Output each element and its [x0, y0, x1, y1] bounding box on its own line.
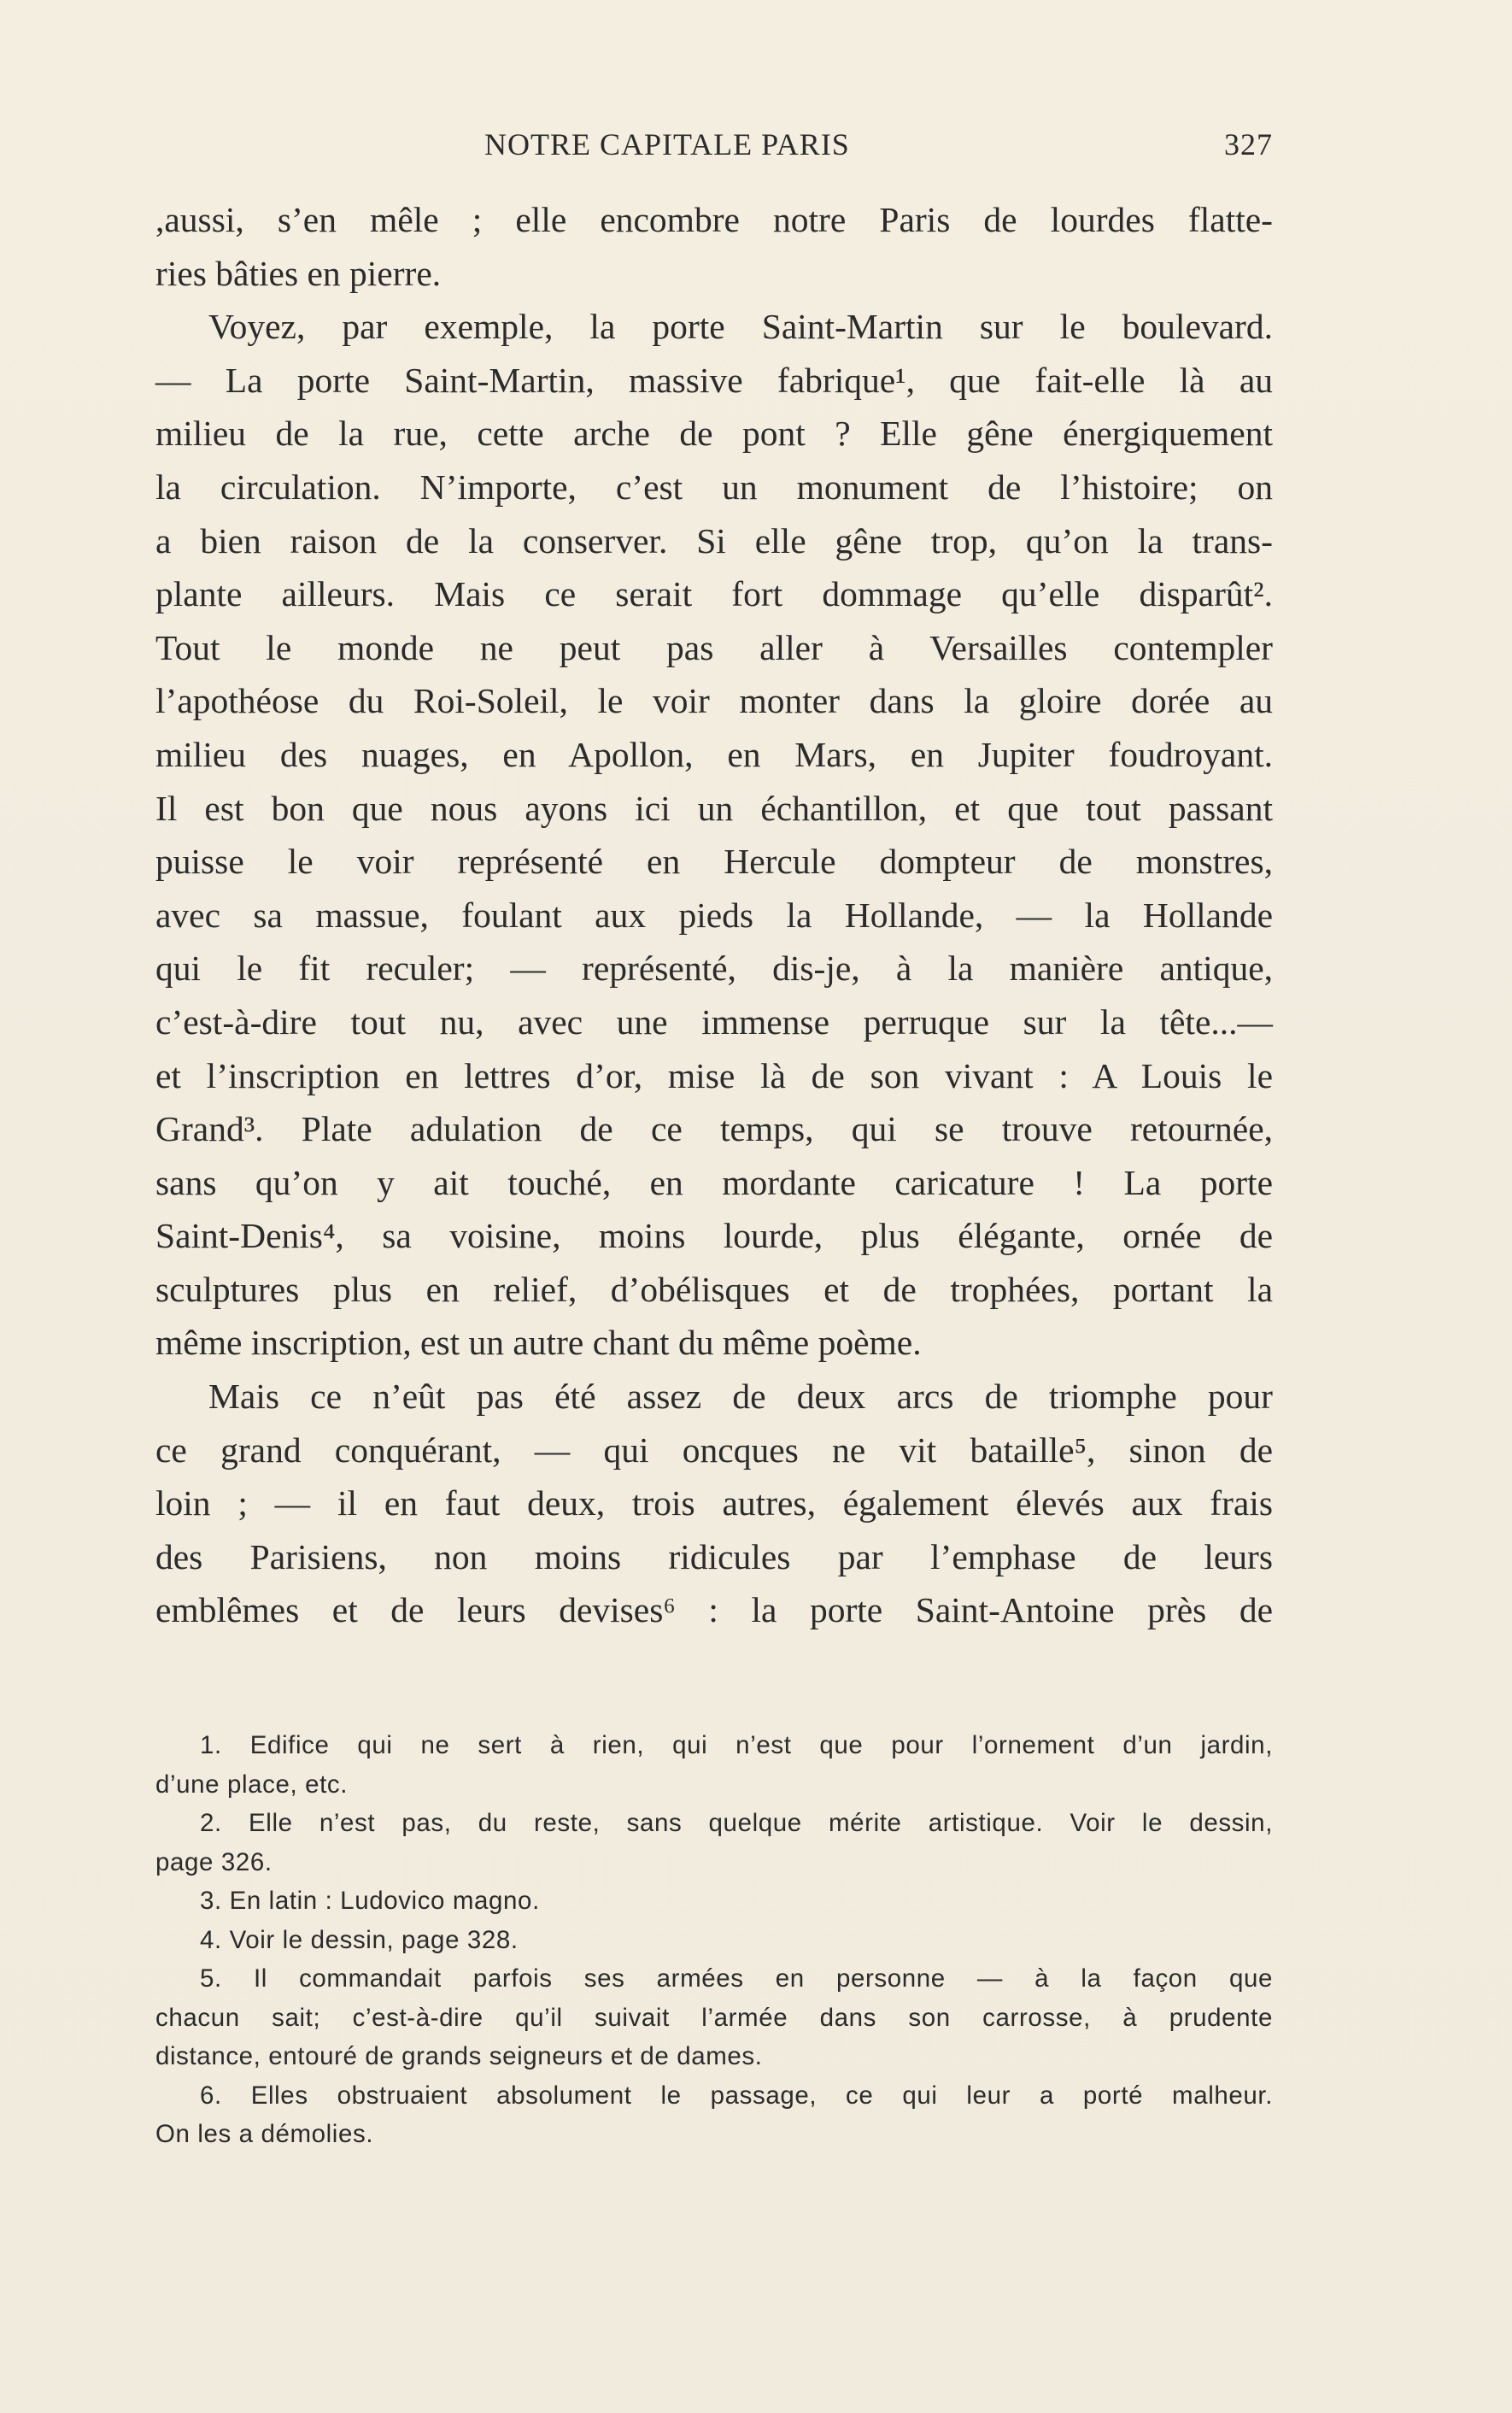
body-line: la circulation. N’importe, c’est un monument de l’histoire; on: [155, 467, 1273, 507]
body-line: Mais ce n’eût pas été assez de deux arcs de triomphe pour: [208, 1377, 1273, 1417]
footnote-line: chacun sait; c’est-à-dire qu’il suivait l’armée dans son carrosse, à prudente: [155, 2003, 1273, 2032]
body-line: milieu de la rue, cette arche de pont ? Elle gêne énergiquement: [155, 414, 1273, 454]
footnote-line: On les a démolies.: [155, 2120, 374, 2148]
footnote-line: 4. Voir le dessin, page 328.: [200, 1925, 519, 1954]
page-number: 327: [1224, 127, 1273, 161]
body-line: sculptures plus en relief, d’obélisques et de trophées, portant la: [155, 1269, 1273, 1309]
footnote-line: page 326.: [155, 1847, 273, 1876]
body-line: a bien raison de la conserver. Si elle gêne trop, qu’on la trans-: [155, 520, 1273, 561]
body-line: même inscription, est un autre chant du même poème.: [155, 1323, 922, 1363]
body-line: et l’inscription en lettres d’or, mise là de son vivant : A Louis le: [155, 1055, 1273, 1095]
body-line: Tout le monde ne peut pas aller à Versailles contempler: [155, 627, 1273, 667]
running-title: NOTRE CAPITALE PARIS: [484, 127, 850, 161]
body-line: ries bâties en pierre.: [155, 253, 442, 293]
body-line: Grand³. Plate adulation de ce temps, qui se trouve retournée,: [155, 1109, 1273, 1149]
body-line: avec sa massue, foulant aux pieds la Hollande, — la Hollande: [155, 895, 1273, 935]
body-line: puisse le voir représenté en Hercule dompteur de monstres,: [155, 842, 1273, 882]
footnote-line: 2. Elle n’est pas, du reste, sans quelque mérite artistique. Voir le dessin,: [200, 1809, 1273, 1837]
footnote-line: 1. Edifice qui ne sert à rien, qui n’est que pour l’ornement d’un jardin,: [200, 1731, 1273, 1759]
footnote-line: d’une place, etc.: [155, 1770, 349, 1799]
body-line: ce grand conquérant, — qui oncques ne vit bataille⁵, sinon de: [155, 1430, 1273, 1470]
body-line: Il est bon que nous ayons ici un échantillon, et que tout passant: [155, 788, 1273, 828]
body-line: milieu des nuages, en Apollon, en Mars, en Jupiter foudroyant.: [155, 734, 1273, 774]
body-line: Voyez, par exemple, la porte Saint-Martin sur le boulevard.: [208, 307, 1273, 347]
body-line: — La porte Saint-Martin, massive fabrique¹, que fait-elle là au: [155, 360, 1273, 400]
body-line: plante ailleurs. Mais ce serait fort dommage qu’elle disparût².: [155, 574, 1273, 614]
footnote-line: distance, entouré de grands seigneurs et de dames.: [155, 2042, 763, 2070]
body-text: [155, 193, 1273, 1637]
body-line: emblêmes et de leurs devises⁶ : la porte Saint-Antoine près de: [155, 1590, 1273, 1630]
body-line: ,aussi, s’en mêle ; elle encombre notre Paris de lourdes flatte-: [155, 200, 1273, 239]
body-line: l’apothéose du Roi-Soleil, le voir monter dans la gloire dorée au: [155, 681, 1273, 721]
footnote-line: 6. Elles obstruaient absolument le passage, ce qui leur a porté malheur.: [200, 2081, 1273, 2110]
footnotes: [155, 1726, 1273, 2154]
body-line: c’est-à-dire tout nu, avec une immense perruque sur la tête...—: [155, 1001, 1273, 1042]
body-line: loin ; — il en faut deux, trois autres, également élevés aux frais: [155, 1483, 1273, 1524]
body-line: qui le fit reculer; — représenté, dis-je, à la manière antique,: [155, 948, 1273, 989]
footnote-line: 3. En latin : Ludovico magno.: [200, 1887, 540, 1915]
page-header: [155, 126, 1273, 178]
body-line: Saint-Denis⁴, sa voisine, moins lourde, plus élégante, ornée de: [155, 1216, 1273, 1256]
body-line: sans qu’on y ait touché, en mordante caricature ! La porte: [155, 1162, 1273, 1202]
body-line: des Parisiens, non moins ridicules par l’emphase de leurs: [155, 1536, 1273, 1576]
footnote-line: 5. Il commandait parfois ses armées en personne — à la façon que: [200, 1964, 1273, 1993]
